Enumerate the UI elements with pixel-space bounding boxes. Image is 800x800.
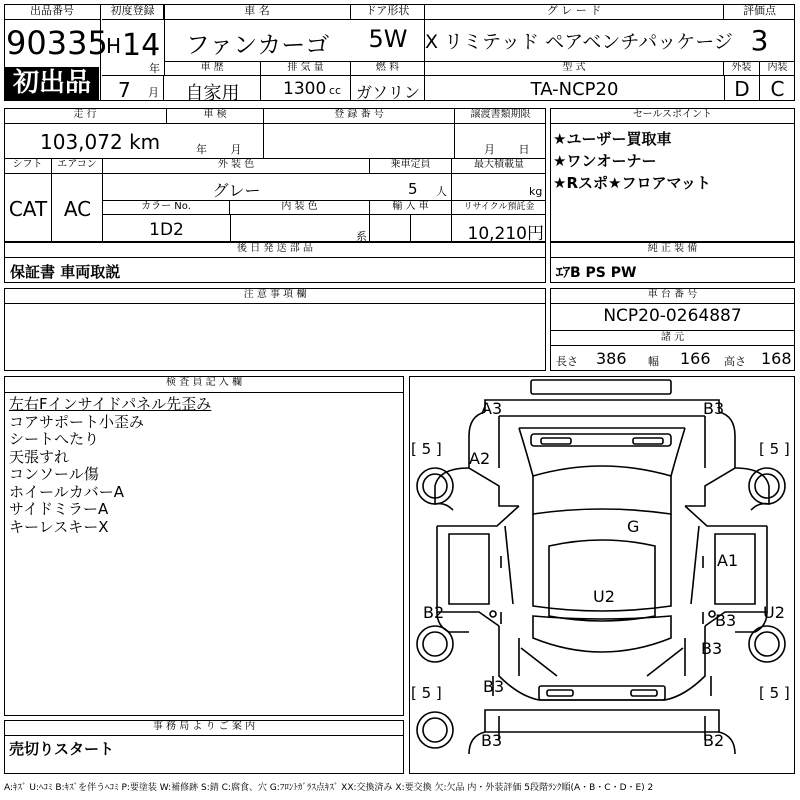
damage-mark: B3 xyxy=(483,677,505,696)
year-unit: 年 xyxy=(149,62,160,75)
aircon-label: エアコン xyxy=(52,158,103,174)
damage-mark: B3 xyxy=(481,731,503,750)
import-label: 輸 入 車 xyxy=(370,200,452,215)
mileage: 103,072 km xyxy=(40,130,161,154)
transfer-month-day: 月 日 xyxy=(484,143,530,156)
max-load-label: 最大積載量 xyxy=(452,158,546,174)
fuel: ガソリン xyxy=(355,83,420,102)
color-no: 1D2 xyxy=(149,220,184,240)
reg-number-label: 登 録 番 号 xyxy=(264,108,455,124)
reg-month: 7 xyxy=(118,78,131,102)
sales-point: ★ユーザー買取車 xyxy=(553,130,672,148)
tire-labels xyxy=(411,440,790,702)
divider xyxy=(370,215,411,242)
recycle-label: リサイクル預託金 xyxy=(452,200,546,215)
damage-mark: U2 xyxy=(593,587,615,606)
divider xyxy=(230,215,370,242)
history: 自家用 xyxy=(185,83,240,104)
tire-label: [ 5 ] xyxy=(759,440,790,458)
office-notice-label: 事 務 局 よ り ご 案 内 xyxy=(4,720,404,736)
width: 166 xyxy=(680,349,711,368)
kg-unit: kg xyxy=(529,185,543,198)
height: 168 xyxy=(761,349,792,368)
height-label: 高さ xyxy=(724,355,746,368)
exterior-label: 外装 xyxy=(724,61,760,76)
damage-mark: B2 xyxy=(423,603,445,622)
persons-unit: 人 xyxy=(436,185,447,198)
damage-map xyxy=(409,376,795,774)
divider xyxy=(351,20,425,61)
damage-mark: B3 xyxy=(715,611,737,630)
door-type-label: ドア形状 xyxy=(351,4,425,20)
damage-mark: B3 xyxy=(703,399,725,418)
tire-label: [ 5 ] xyxy=(759,684,790,702)
aircon: AC xyxy=(63,197,92,221)
ext-color: グレー xyxy=(212,181,261,200)
shift: CAT xyxy=(8,197,48,221)
capacity-label: 乗車定員 xyxy=(370,158,452,174)
first-reg-label: 初度登録 xyxy=(102,4,164,20)
inspector-notes-list xyxy=(9,396,211,536)
int-color-label: 内 装 色 xyxy=(230,200,370,215)
divider xyxy=(411,215,452,242)
divider xyxy=(164,76,261,101)
inspector-note: 天張すれ xyxy=(9,447,70,466)
tires xyxy=(417,468,785,748)
damage-mark: A3 xyxy=(481,399,503,418)
fuel-label: 燃 料 xyxy=(351,61,425,76)
lot-section xyxy=(4,4,108,101)
grade: X リミテッド ペアベンチパッケージ xyxy=(425,31,733,53)
inspector-note: 左右Fインサイドパネル先歪み xyxy=(9,395,212,413)
model-code: TA-NCP20 xyxy=(530,79,619,100)
displacement: 1300 xyxy=(283,79,327,99)
color-no-label: カラー No. xyxy=(103,200,230,215)
history-label: 車 歴 xyxy=(164,61,261,76)
inspector-note: コンソール傷 xyxy=(9,465,99,483)
damage-mark: U2 xyxy=(763,603,785,622)
divider xyxy=(351,76,425,101)
door-type: 5W xyxy=(368,25,408,53)
month-cell xyxy=(102,75,164,101)
lot-number-label: 出品番号 xyxy=(4,4,100,20)
sales-points-label: セールスポイント xyxy=(550,108,795,124)
length: 386 xyxy=(596,349,627,368)
genuine-equipment: ｴｱB PS PW xyxy=(556,265,637,281)
divider xyxy=(264,124,455,158)
exterior-grade: D xyxy=(734,77,750,101)
grade-label: グ レ ー ド xyxy=(425,4,724,20)
inspection-year-month: 年 月 xyxy=(196,143,242,156)
interior-grade: C xyxy=(770,77,785,101)
displacement-unit: cc xyxy=(329,84,342,97)
inspector-note: ホイールカバーA xyxy=(9,482,124,501)
month-unit: 月 xyxy=(148,86,159,99)
legend: A:ｷｽﾞ U:ﾍｺﾐ B:ｷｽﾞを伴うﾍｺﾐ P:要塗装 W:補修跡 S:錆 C:腐食、穴 G:ﾌﾛﾝﾄｶﾞﾗｽ点ｷｽﾞ XX:交換済み X:要交換 欠:欠品 内・外装評価 5段階ﾗﾝｸ順(A・B・C・D・E) 2 xyxy=(4,783,654,793)
damage-mark: B2 xyxy=(703,731,725,750)
sales-point: ★ワンオーナー xyxy=(553,152,657,170)
chassis-number: NCP20-0264887 xyxy=(603,306,742,326)
inspector-note: サイドミラーA xyxy=(9,500,109,518)
displacement-cell xyxy=(261,76,351,101)
score: 3 xyxy=(750,24,769,57)
displacement-label: 排 気 量 xyxy=(261,61,351,76)
transfer-docs-label: 譲渡書類期限 xyxy=(455,108,546,124)
genuine-equipment-label: 純 正 装 備 xyxy=(550,242,795,258)
chassis-number-label: 車 台 番 号 xyxy=(550,288,795,304)
length-label: 長さ xyxy=(556,355,578,368)
damage-marks xyxy=(423,399,785,750)
width-label: 幅 xyxy=(648,355,659,368)
shift-label: シフト xyxy=(4,158,52,174)
later-parts: 保証書 車両取説 xyxy=(10,263,121,281)
score-label: 評価点 xyxy=(724,4,795,20)
caution-label: 注 意 事 項 欄 xyxy=(4,288,546,304)
car-name-label: 車 名 xyxy=(164,4,351,20)
first-listing-badge: 初出品 xyxy=(5,67,99,100)
tire-label: [ 5 ] xyxy=(411,684,442,702)
inspector-notes-label: 検 査 員 記 入 欄 xyxy=(4,376,404,393)
inspector-note: コアサポート小歪み xyxy=(9,412,145,431)
tire-label: [ 5 ] xyxy=(411,440,442,458)
mileage-label: 走 行 xyxy=(4,108,167,124)
kei-suffix: 系 xyxy=(356,230,367,243)
reg-year: 14 xyxy=(122,28,161,63)
car-name: ファンカーゴ xyxy=(185,31,330,59)
specs-label: 諸 元 xyxy=(550,330,795,346)
sales-points-list xyxy=(553,128,711,194)
damage-mark: A2 xyxy=(469,449,491,468)
sales-point: ★Rスポ★フロアマット xyxy=(553,174,711,192)
capacity: 5 xyxy=(408,180,418,198)
damage-mark: B3 xyxy=(701,639,723,658)
model-label: 型 式 xyxy=(425,61,724,76)
inspector-note: キーレスキーX xyxy=(9,517,109,536)
era-prefix: H xyxy=(106,34,122,58)
ext-color-label: 外 装 色 xyxy=(103,158,370,174)
later-parts-label: 後 日 発 送 部 品 xyxy=(4,242,546,258)
interior-label: 内装 xyxy=(760,61,795,76)
damage-mark: G xyxy=(627,517,640,536)
recycle-fee: 10,210円 xyxy=(467,224,544,244)
inspection-label: 車 検 xyxy=(167,108,264,124)
lot-number: 90335 xyxy=(6,24,108,62)
office-notice: 売切りスタート xyxy=(9,740,115,758)
damage-mark: A1 xyxy=(717,551,739,570)
inspector-note: シートへたり xyxy=(9,430,100,448)
